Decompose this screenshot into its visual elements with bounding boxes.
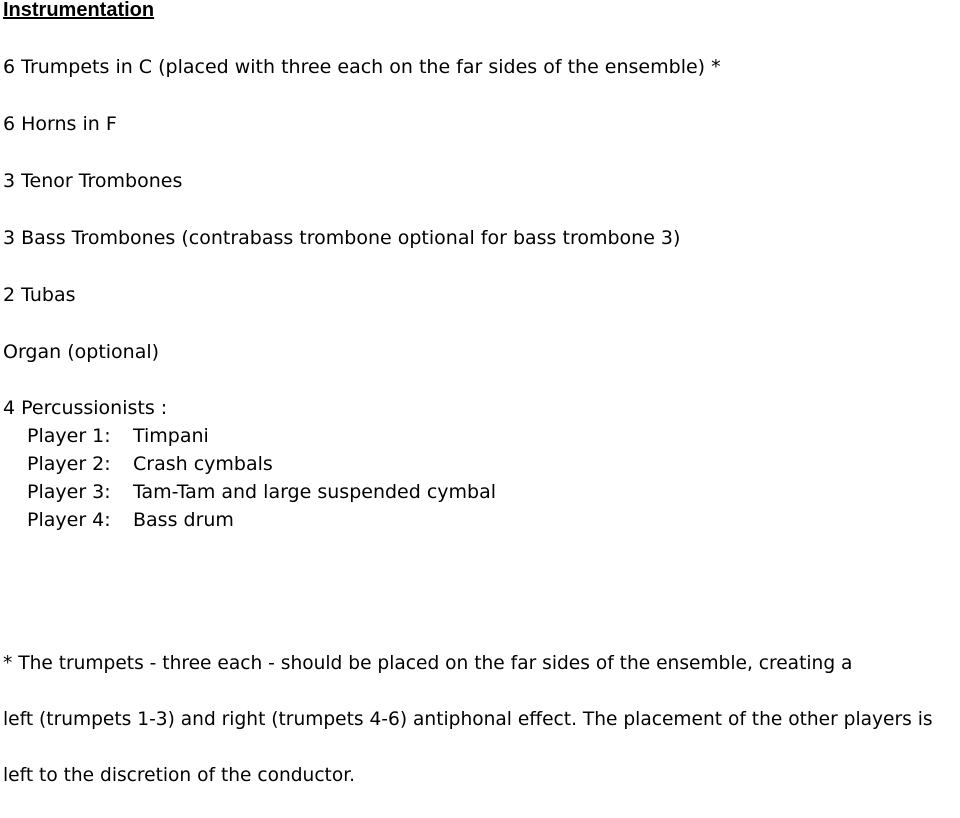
instrument-item-tenor-trombones: 3 Tenor Trombones [3,170,183,192]
instrument-item-organ: Organ (optional) [3,341,160,363]
percussion-row [27,481,496,503]
footnote [3,622,959,818]
instrument-item-horns: 6 Horns in F [3,113,117,135]
instrument-item-trumpets: 6 Trumpets in C (placed with three each on the far sides of the ensemble) * [3,56,721,78]
percussion-heading: 4 Percussionists : [3,397,168,419]
player-label: Player 4: [27,509,111,531]
page-title: Instrumentation [3,0,155,21]
instrument-item-tubas: 2 Tubas [3,284,76,306]
footnote-line: left to the discretion of the conductor. [3,765,356,786]
player-instrument: Tam-Tam and large suspended cymbal [133,481,497,503]
player-instrument: Bass drum [133,509,234,531]
instrument-item-bass-trombones: 3 Bass Trombones (contrabass trombone optional for bass trombone 3) [3,227,681,249]
footnote-line: left (trumpets 1-3) and right (trumpets 4-6) antiphonal effect. The placement of the other players is [3,709,933,730]
percussion-row [27,453,273,475]
player-label: Player 3: [27,481,111,503]
percussion-row [27,509,234,531]
player-label: Player 2: [27,453,111,475]
player-label: Player 1: [27,425,111,447]
player-instrument: Timpani [133,425,209,447]
percussion-row [27,425,209,447]
player-instrument: Crash cymbals [133,453,273,475]
footnote-line: * The trumpets - three each - should be placed on the far sides of the ensemble, creating a [3,653,853,674]
